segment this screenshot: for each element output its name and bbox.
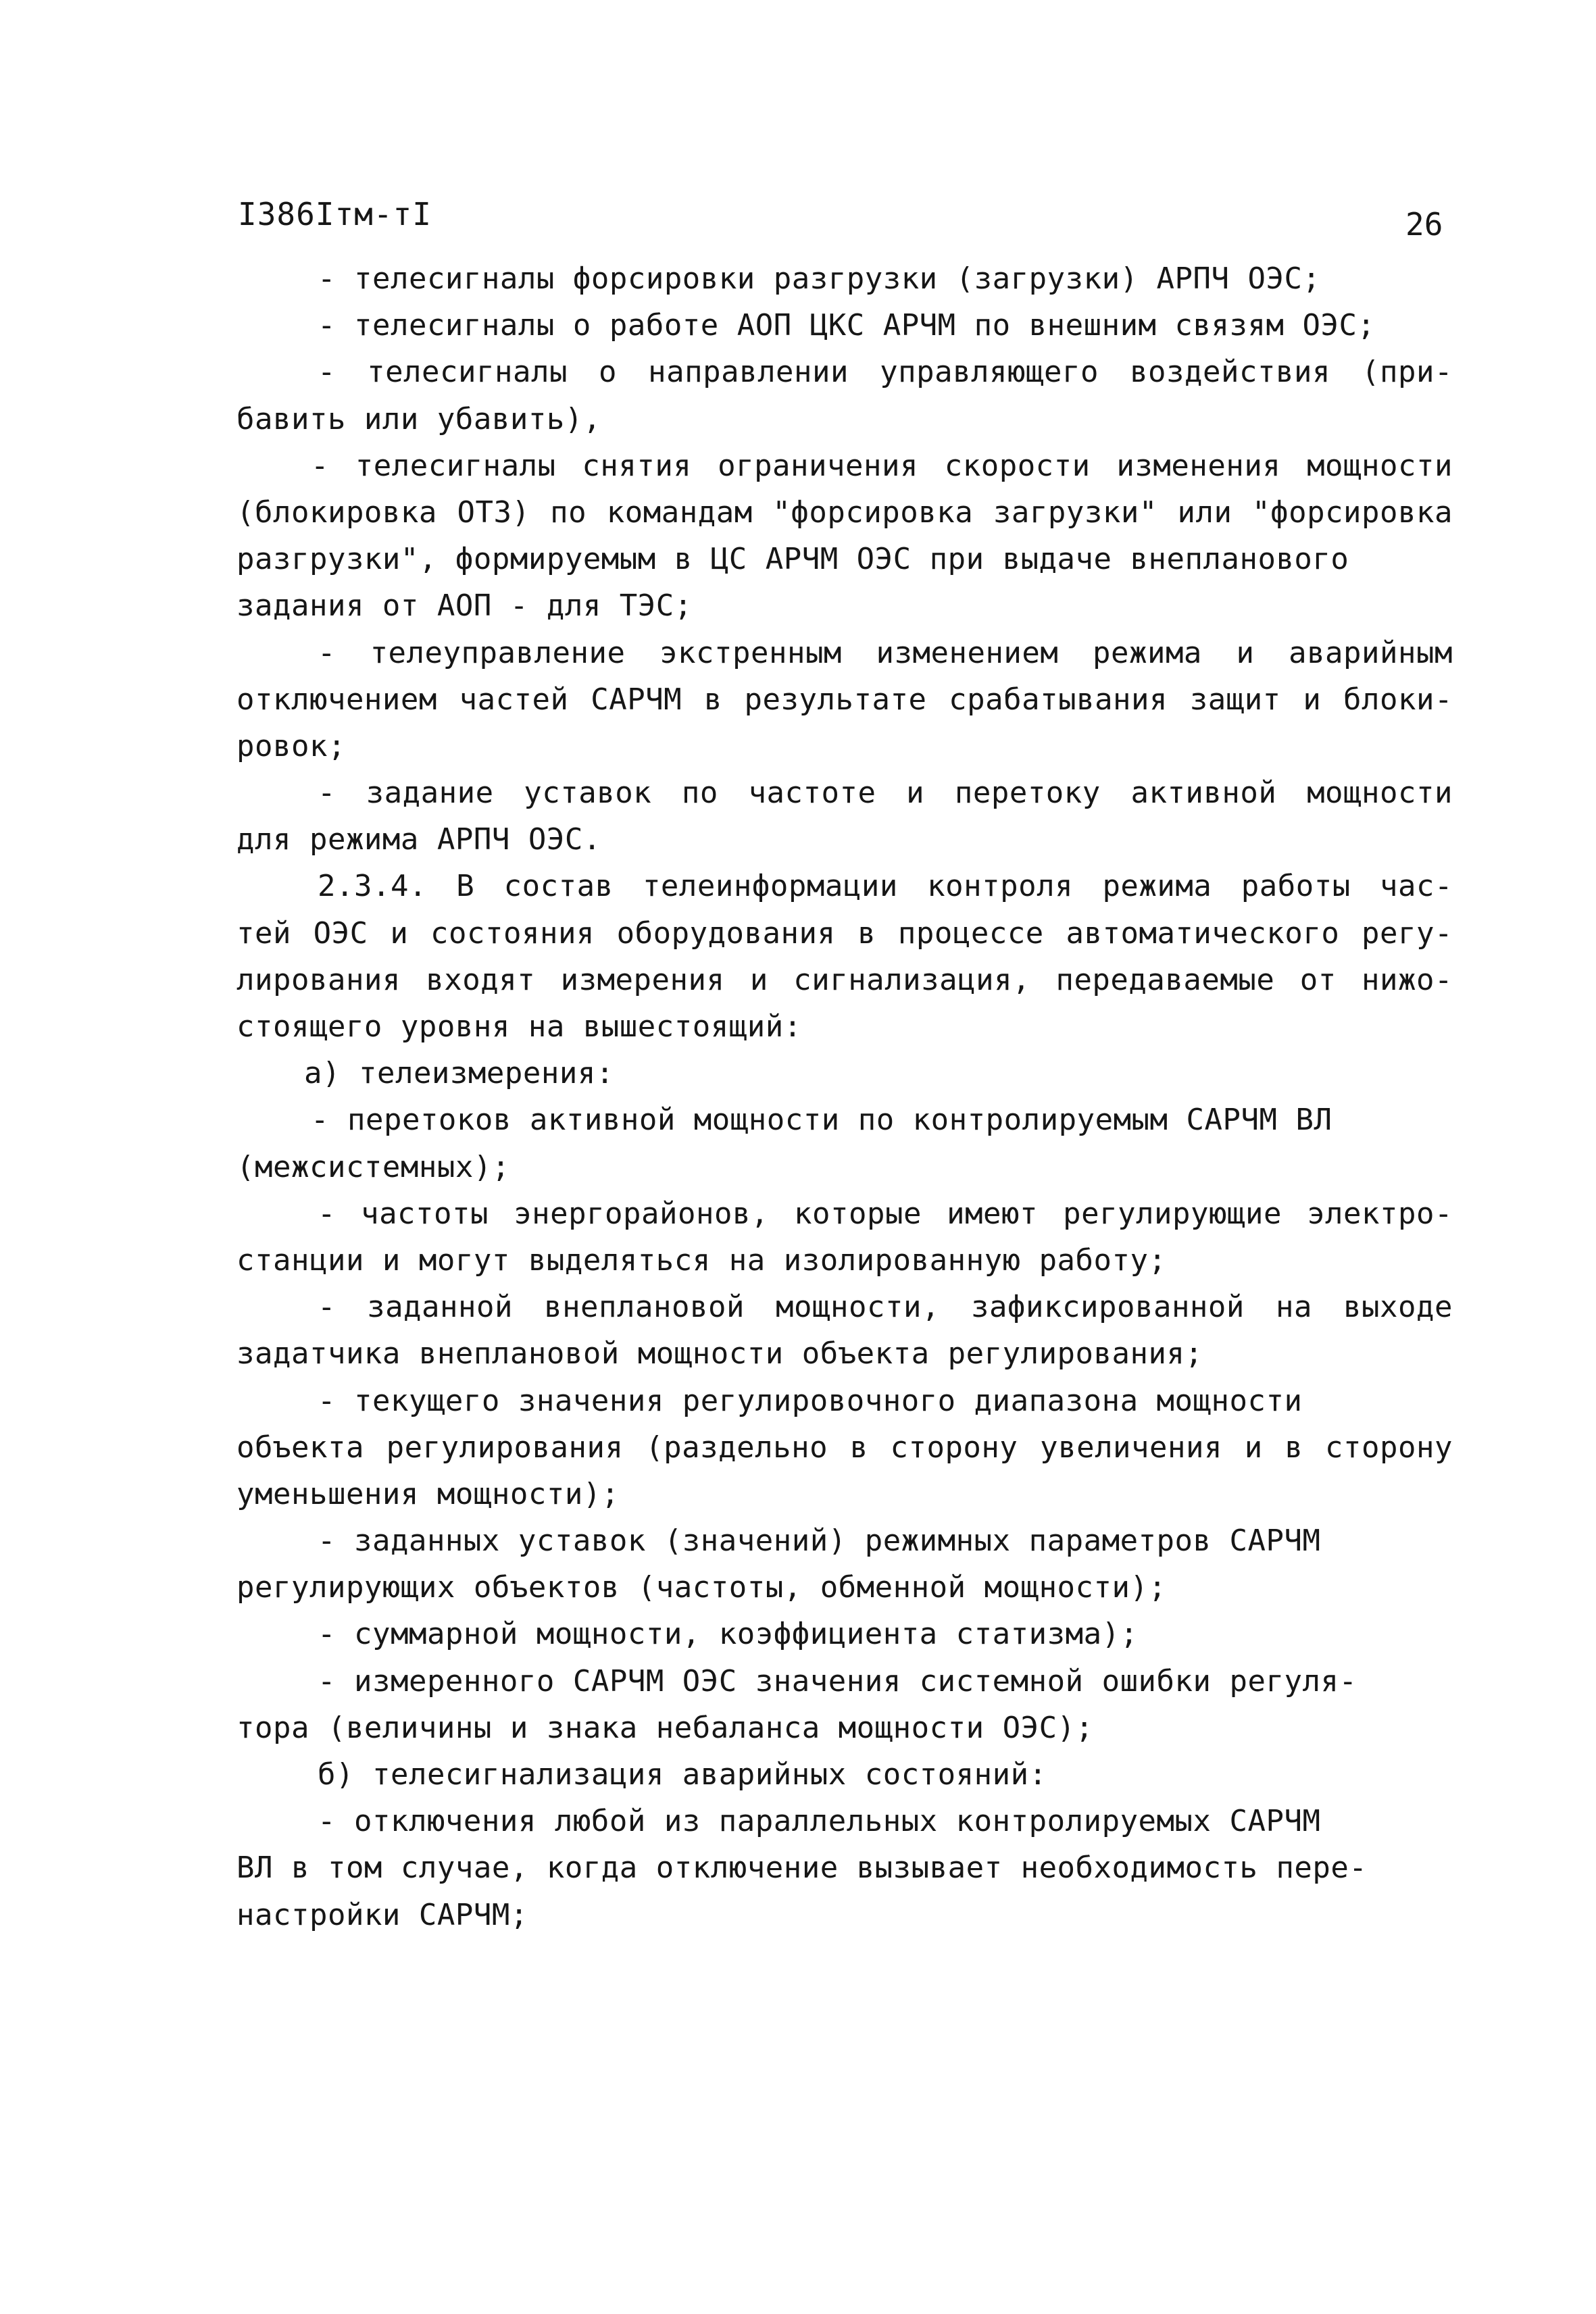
text-line: - телесигналы о направлении управляющего воздействия (при- xyxy=(318,355,1453,390)
document-code: I386Iтм-тI xyxy=(238,196,432,232)
text-line: разгрузки", формируемым в ЦС АРЧМ ОЭС при выдаче внепланового xyxy=(236,542,1349,577)
text-line: - суммарной мощности, коэффициента статизма); xyxy=(318,1617,1139,1652)
text-line: - телесигналы о работе АОП ЦКС АРЧМ по внешним связям ОЭС; xyxy=(318,308,1376,343)
text-line: лирования входят измерения и сигнализация, передаваемые от нижо- xyxy=(236,962,1453,997)
text-line: - задание уставок по частоте и перетоку активной мощности xyxy=(318,776,1453,811)
text-line: - заданных уставок (значений) режимных параметров САРЧМ xyxy=(318,1524,1321,1559)
list-heading: б) телесигнализация аварийных состояний: xyxy=(318,1757,1047,1792)
text-line: задания от АОП - для ТЭС; xyxy=(236,588,693,624)
text-line: тей ОЭС и состояния оборудования в процессе автоматического регу- xyxy=(236,915,1453,951)
text-line: бавить или убавить), xyxy=(236,401,601,436)
text-line: - телесигналы снятия ограничения скорости изменения мощности xyxy=(311,448,1453,483)
text-line: ровок; xyxy=(236,728,346,763)
section-heading-line: 2.3.4. В состав телеинформации контроля режима работы час- xyxy=(318,869,1453,904)
text-line: уменьшения мощности); xyxy=(236,1476,620,1511)
text-line: - телеуправление экстренным изменением режима и аварийным xyxy=(318,635,1453,670)
text-line: задатчика внеплановой мощности объекта регулирования; xyxy=(236,1336,1203,1372)
text-line: - перетоков активной мощности по контролируемым САРЧМ ВЛ xyxy=(311,1103,1332,1138)
text-line: объекта регулирования (раздельно в сторону увеличения и в сторону xyxy=(236,1430,1453,1465)
text-line: - измеренного САРЧМ ОЭС значения системной ошибки регуля- xyxy=(318,1663,1357,1699)
text-line: тора (величины и знака небаланса мощности ОЭС); xyxy=(236,1710,1094,1745)
text-line: стоящего уровня на вышестоящий: xyxy=(236,1009,802,1044)
text-line: - частоты энергорайонов, которые имеют регулирующие электро- xyxy=(318,1196,1453,1231)
text-line: - телесигналы форсировки разгрузки (загрузки) АРПЧ ОЭС; xyxy=(318,261,1321,296)
text-line: станции и могут выделяться на изолированную работу; xyxy=(236,1242,1167,1278)
text-line: - заданной внеплановой мощности, зафиксированной на выходе xyxy=(318,1290,1453,1325)
text-line: - текущего значения регулировочного диапазона мощности xyxy=(318,1383,1303,1418)
list-heading: а) телеизмерения: xyxy=(304,1056,614,1091)
text-line: отключением частей САРЧМ в результате срабатывания защит и блоки- xyxy=(236,682,1453,717)
text-line: ВЛ в том случае, когда отключение вызывает необходимость пере- xyxy=(236,1851,1368,1886)
document-body xyxy=(236,255,1453,1938)
text-line: (межсистемных); xyxy=(236,1149,510,1184)
text-line: для режима АРПЧ ОЭС. xyxy=(236,822,601,857)
text-line: (блокировка ОТЗ) по командам "форсировка загрузки" или "форсировка xyxy=(236,495,1453,530)
text-line: настройки САРЧМ; xyxy=(236,1897,528,1932)
text-line: - отключения любой из параллельных контролируемых САРЧМ xyxy=(318,1804,1321,1839)
page-number: 26 xyxy=(1405,206,1443,243)
text-line: регулирующих объектов (частоты, обменной мощности); xyxy=(236,1570,1167,1605)
